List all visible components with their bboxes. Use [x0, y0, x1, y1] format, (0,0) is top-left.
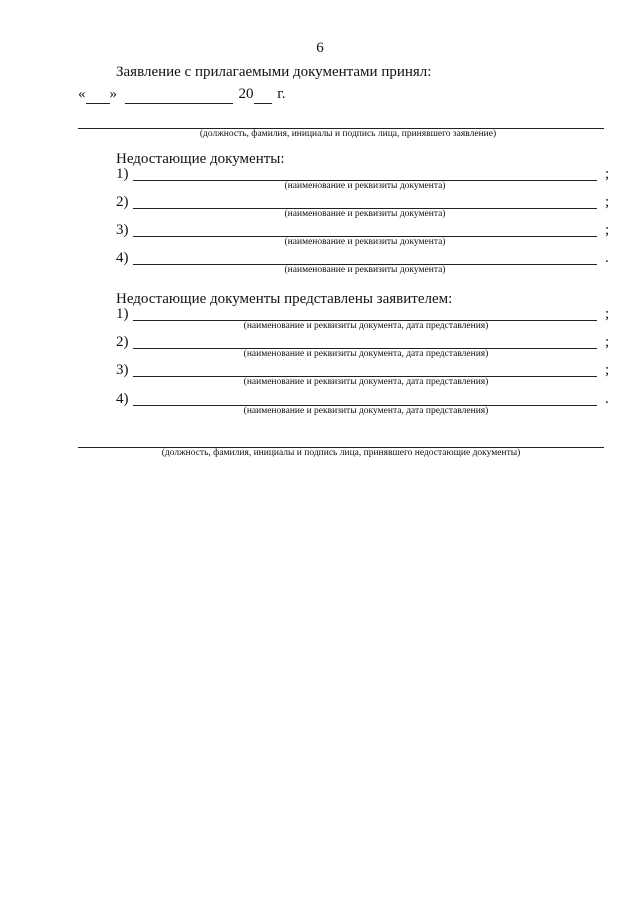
missing-item-1-caption: (наименование и реквизиты документа): [284, 181, 446, 191]
missing-item-3-num: 3): [116, 222, 129, 238]
page-number: 6: [316, 40, 324, 56]
provided-item-1-end: ;: [605, 306, 610, 322]
day-field[interactable]: [86, 86, 110, 104]
date-close-quote: »: [109, 86, 117, 102]
missing-item-2-end: ;: [605, 194, 610, 210]
year-prefix: 20: [238, 86, 254, 102]
provided-item-3-caption: (наименование и реквизиты документа, дата представления): [243, 377, 489, 387]
provided-item-4-num: 4): [116, 391, 129, 407]
date-open-quote: «: [78, 86, 86, 102]
accepted-signature-caption: (должность, фамилия, инициалы и подпись лица, принявшего заявление): [199, 129, 497, 139]
year-suffix: г.: [277, 86, 286, 102]
date-line: [78, 86, 285, 104]
missing-item-1-num: 1): [116, 166, 129, 182]
missing-item-3-end: ;: [605, 222, 610, 238]
missing-item-2-num: 2): [116, 194, 129, 210]
missing-item-2-caption: (наименование и реквизиты документа): [284, 209, 446, 219]
provided-item-2-num: 2): [116, 334, 129, 350]
provided-heading: Недостающие документы представлены заявителем:: [116, 291, 453, 307]
missing-item-4-num: 4): [116, 250, 129, 266]
provided-item-1-num: 1): [116, 306, 129, 322]
provided-item-3-num: 3): [116, 362, 129, 378]
provided-item-4-end: .: [605, 391, 609, 407]
provided-item-1-caption: (наименование и реквизиты документа, дата представления): [243, 321, 489, 331]
missing-item-4-end: .: [605, 250, 609, 266]
provided-item-2-end: ;: [605, 334, 610, 350]
accepted-title: Заявление с прилагаемыми документами принял:: [116, 64, 432, 80]
month-field[interactable]: [125, 86, 233, 104]
provided-signature-caption: (должность, фамилия, инициалы и подпись лица, принявшего недостающие документы): [161, 448, 521, 458]
year-field[interactable]: [254, 86, 272, 104]
missing-heading: Недостающие документы:: [116, 151, 285, 167]
missing-item-4-caption: (наименование и реквизиты документа): [284, 265, 446, 275]
provided-item-3-end: ;: [605, 362, 610, 378]
provided-item-2-caption: (наименование и реквизиты документа, дата представления): [243, 349, 489, 359]
provided-item-4-caption: (наименование и реквизиты документа, дата представления): [243, 406, 489, 416]
missing-item-3-caption: (наименование и реквизиты документа): [284, 237, 446, 247]
missing-item-1-end: ;: [605, 166, 610, 182]
